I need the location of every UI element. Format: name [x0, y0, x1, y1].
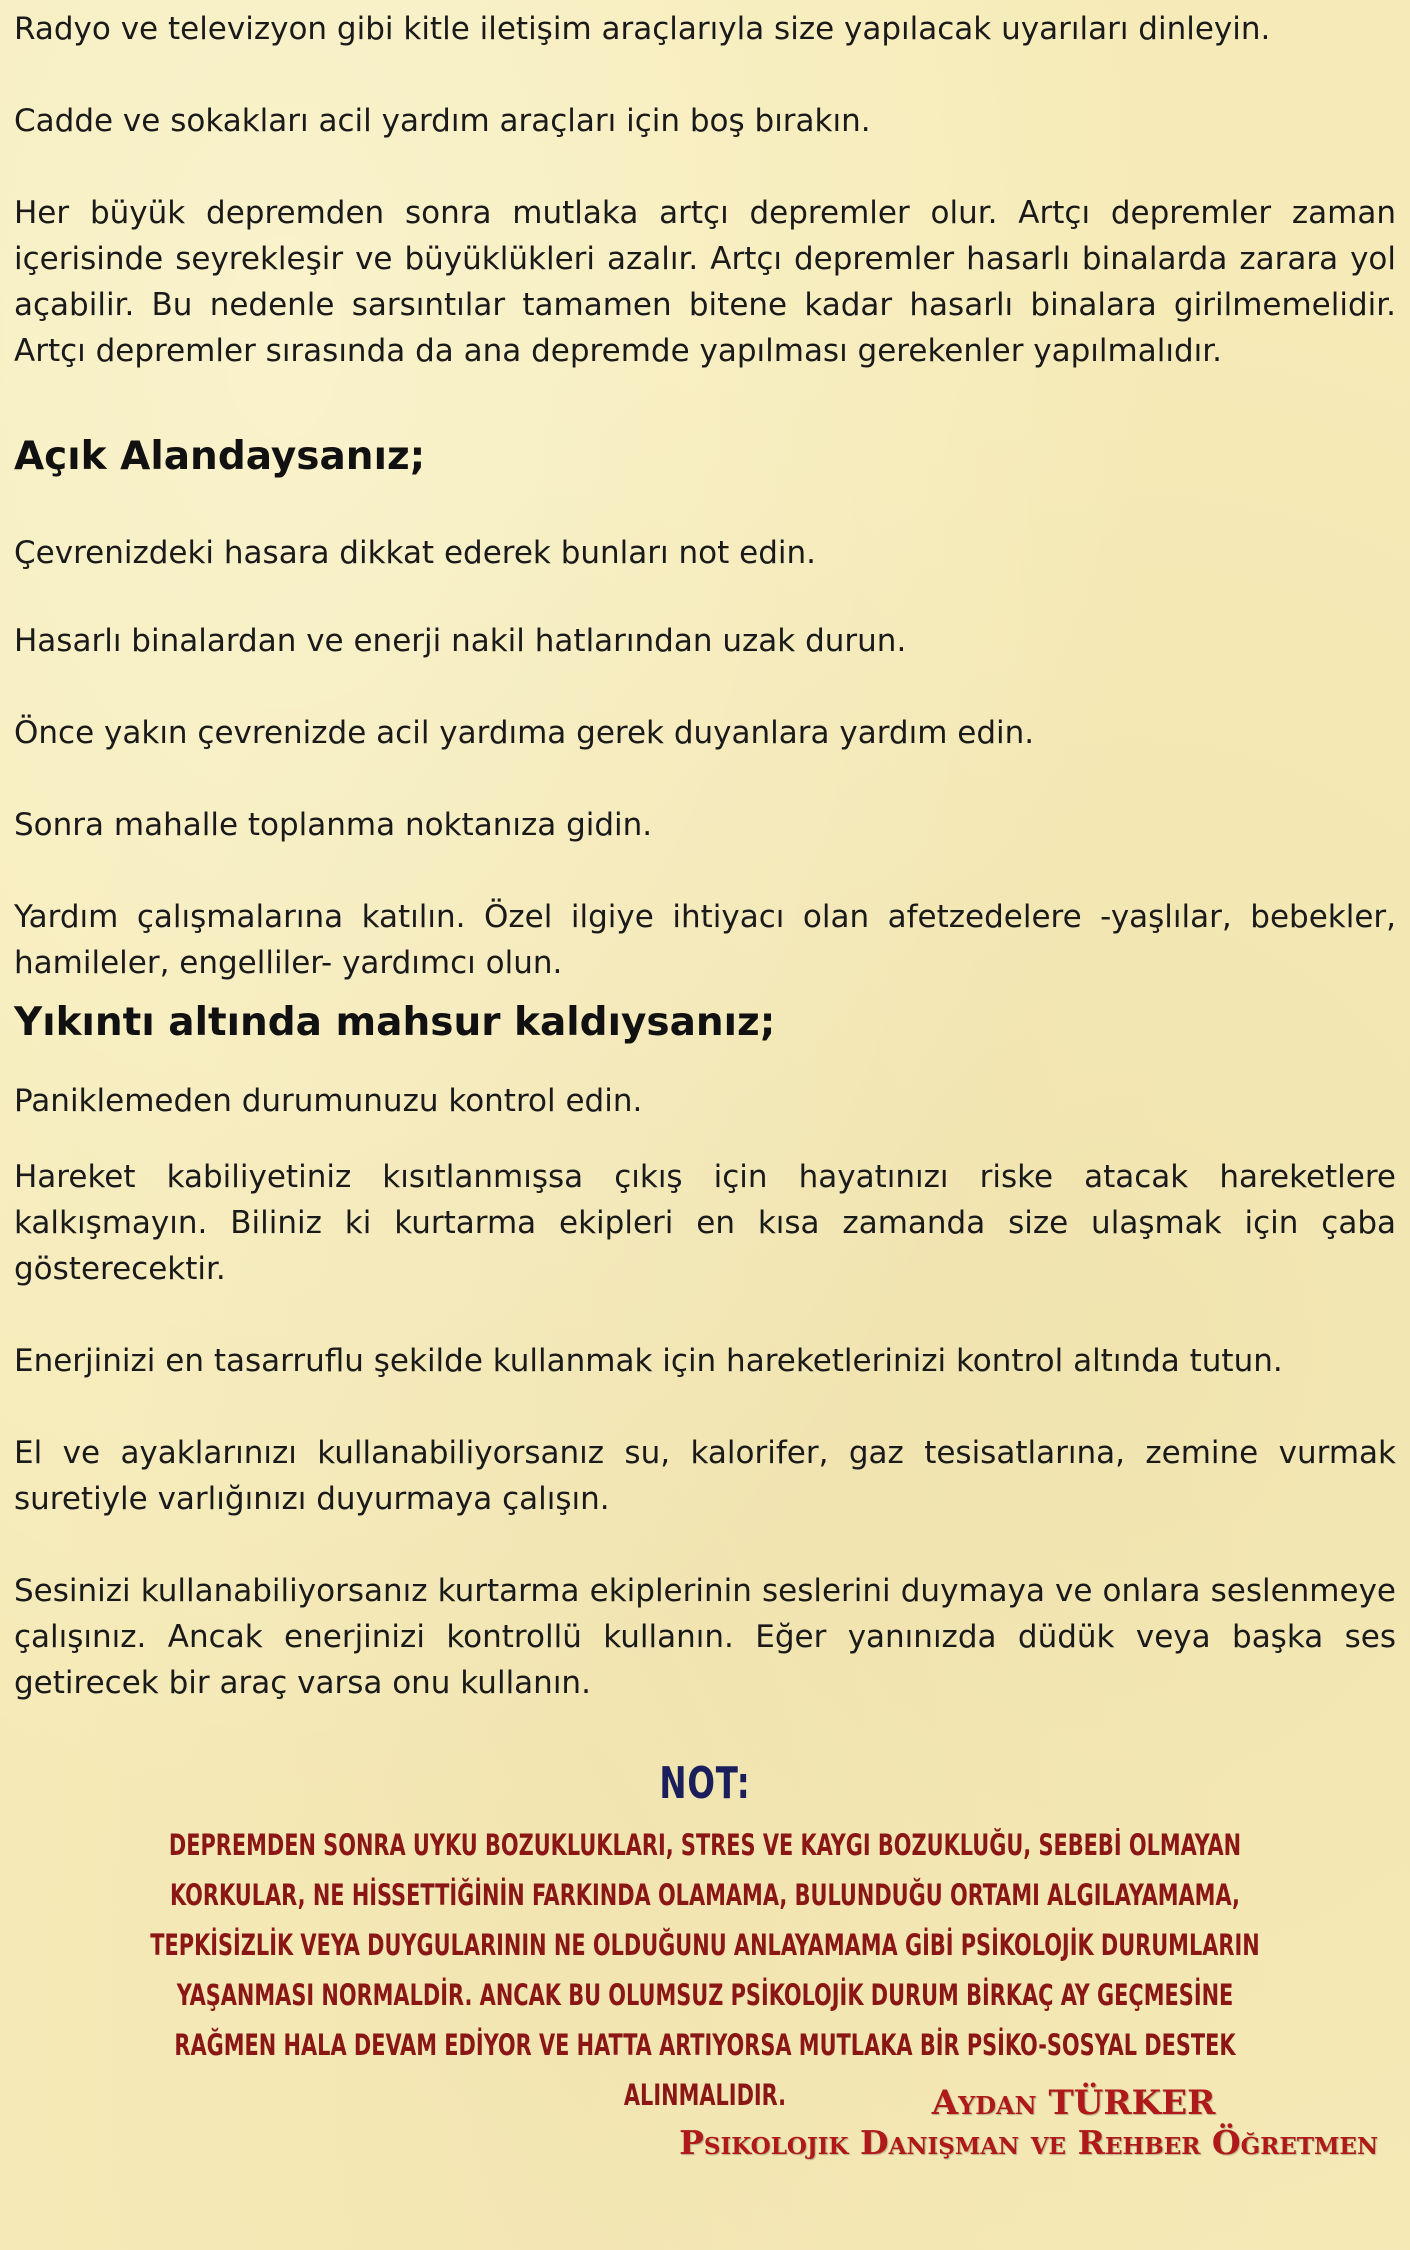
list-item: Sesinizi kullanabiliyorsanız kurtarma ekiplerinin seslerini duymaya ve onlara seslenmeye çalışınız. Ancak enerjinizi kontrollü kullanın. Eğer yanınızda düdük veya başka ses getirecek bir araç varsa onu kullanın. — [14, 1573, 1396, 1701]
paragraph-clear-streets: Cadde ve sokakları acil yardım araçları için boş bırakın. — [14, 103, 871, 139]
list-item: Paniklemeden durumunuzu kontrol edin. — [14, 1083, 643, 1119]
list-item: Hasarlı binalardan ve enerji nakil hatlarından uzak durun. — [14, 623, 907, 659]
list-item: Önce yakın çevrenizde acil yardıma gerek duyanlara yardım edin. — [14, 715, 1035, 751]
heading-open-area: Açık Alandaysanız; — [14, 434, 426, 479]
list-item: Enerjinizi en tasarruflu şekilde kullanmak için hareketlerinizi kontrol altında tutun. — [14, 1343, 1283, 1379]
paragraph-listen-warnings: Radyo ve televizyon gibi kitle iletişim araçlarıyla size yapılacak uyarıları dinleyin. — [14, 11, 1271, 47]
paragraph-aftershocks: Her büyük depremden sonra mutlaka artçı depremler olur. Artçı depremler zaman içerisinde seyrekleşir ve büyüklükleri azalır. Artçı depremler hasarlı binalarda zarara yol açabilir. Bu nedenle sarsıntılar tamamen bitene kadar hasarlı binalara girilmemelidir. Artçı depremler sırasında da ana depremde yapılması gerekenler yapılmalıdır. — [14, 195, 1396, 369]
note-text: DEPREMDEN SONRA UYKU BOZUKLUKLARI, STRES VE KAYGI BOZUKLUĞU, SEBEBİ OLMAYAN KORKULAR, NE HİSSETTİĞİNİN FARKINDA OLAMAMA, BULUNDUĞU ORTAMI ALGILAYAMAMA, TEPKİSİZLİK VEYA DUYGULARININ NE OLDUĞUNU ANLAYAMAMA GİBİ PSİKOLOJİK DURUMLARIN YAŞANMASI NORMALDİR. ANCAK BU OLUMSUZ PSİKOLOJİK DURUM BİRKAÇ AY GEÇMESİNE RAĞMEN HALA DEVAM EDİYOR VE HATTA ARTIYORSA MUTLAKA BİR PSİKO-SOSYAL DESTEK ALINMALIDIR. — [150, 1828, 1260, 2112]
author-title: Psikolojik Danışman ve Rehber Öğretmen — [679, 2123, 1378, 2162]
list-item: El ve ayaklarınızı kullanabiliyorsanız su, kalorifer, gaz tesisatlarına, zemine vurmak suretiyle varlığınızı duyurmaya çalışın. — [14, 1435, 1396, 1517]
list-item: Sonra mahalle toplanma noktanıza gidin. — [14, 807, 653, 843]
heading-trapped: Yıkıntı altında mahsur kaldıysanız; — [14, 1000, 776, 1045]
list-item: Hareket kabiliyetiniz kısıtlanmışsa çıkış için hayatınızı riske atacak hareketlere kalkışmayın. Biliniz ki kurtarma ekipleri en kısa zamanda size ulaşmak için çaba gösterecektir. — [14, 1159, 1396, 1287]
author-signature — [679, 2083, 1378, 2163]
list-item: Yardım çalışmalarına katılın. Özel ilgiye ihtiyacı olan afetzedelere -yaşlılar, bebekler, hamileler, engelliler- yardımcı olun. — [14, 899, 1396, 981]
note-title: NOT: — [659, 1758, 751, 1809]
author-name: Aydan TÜRKER — [931, 2083, 1216, 2123]
list-item: Çevrenizdeki hasara dikkat ederek bunları not edin. — [14, 535, 816, 571]
